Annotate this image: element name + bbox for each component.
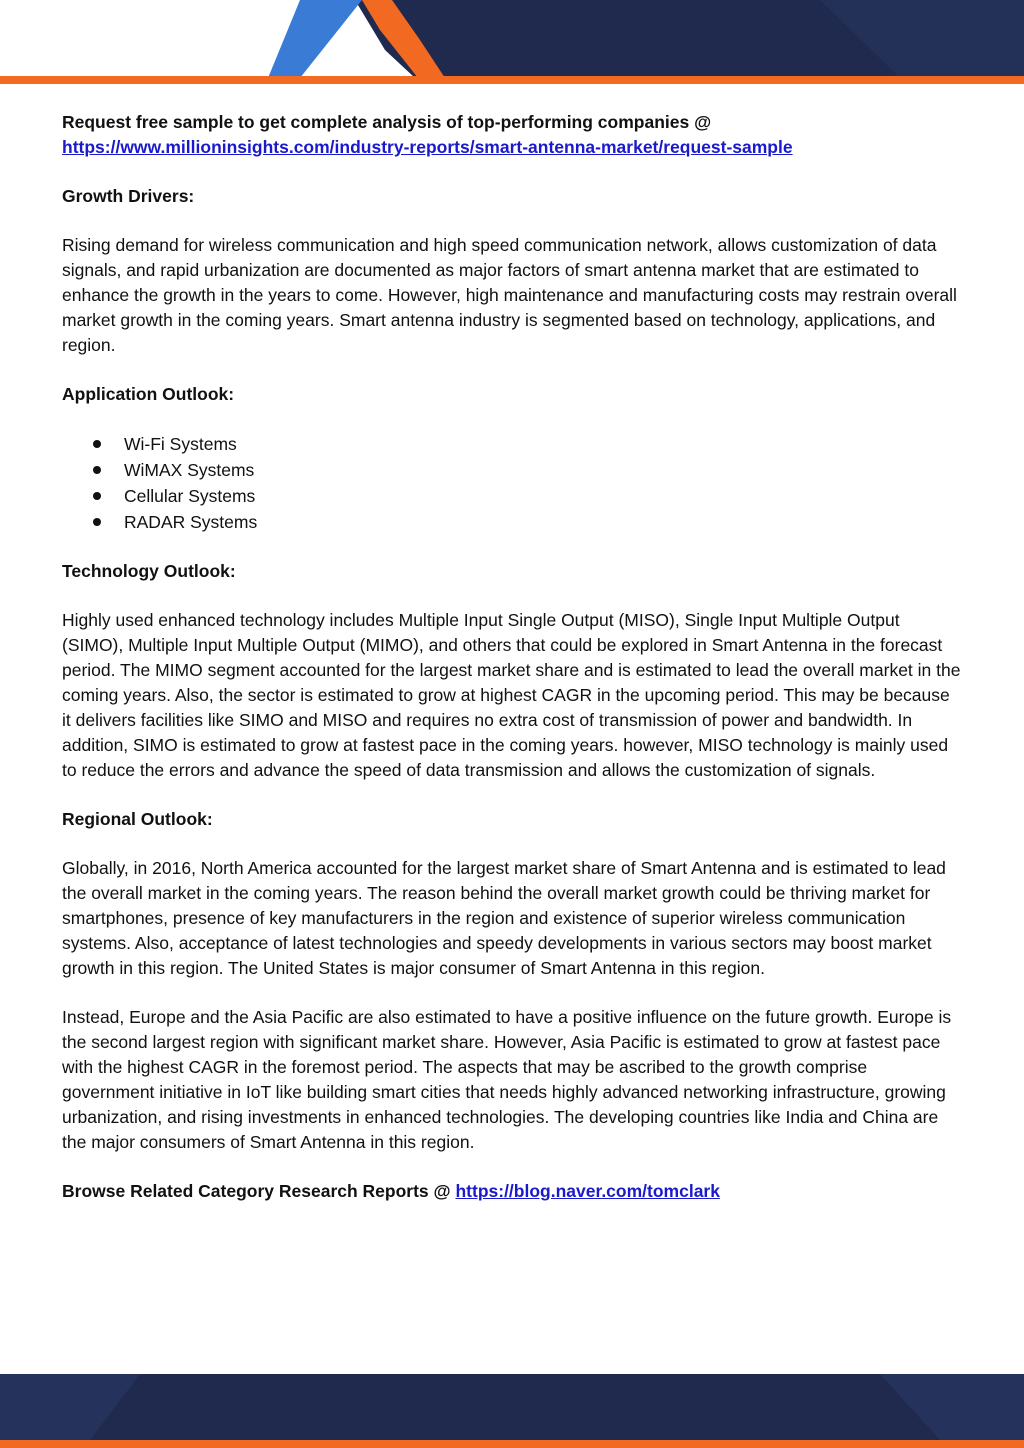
request-sample-lead: Request free sample to get complete analysis of top-performing companies @ [62,112,712,132]
header-banner [0,0,1024,86]
technology-outlook-heading: Technology Outlook: [62,561,236,581]
browse-related-lead: Browse Related Category Research Reports @ [62,1181,451,1201]
list-item [62,509,962,535]
regional-outlook-text-1: Globally, in 2016, North America accounted for the largest market share of Smart Antenna and is estimated to lead the overall market in the coming years. The reason behind the overall market growth could be thriving market for smartphones, presence of key manufacturers in the region and existence of superior wireless communication systems. Also, acceptance of latest technologies and speedy developments in various sectors may boost market growth in this region. The United States is major consumer of Smart Antenna in this region. [62,858,946,978]
bullet-icon [93,466,101,474]
browse-related-link[interactable]: https://blog.naver.com/tomclark [455,1181,720,1201]
bullet-icon [93,518,101,526]
application-list [62,431,962,535]
regional-outlook-text-2: Instead, Europe and the Asia Pacific are also estimated to have a positive influence on the future growth. Europe is the second largest region with significant market share. However, Asia Pacific is estimated to grow at fastest pace with the highest CAGR in the foremost period. The aspects that may be ascribed to the growth comprise government initiative in IoT like building smart cities that needs highly advanced networking infrastructure, growing urbanization, and rising investments in enhanced technologies. The developing countries like India and China are the major consumers of Smart Antenna in this region. [62,1007,952,1152]
footer-banner [0,1374,1024,1448]
list-item-label: RADAR Systems [124,512,258,532]
list-item [62,483,962,509]
list-item-label: WiMAX Systems [124,460,255,480]
list-item-label: Cellular Systems [124,486,256,506]
bullet-icon [93,440,101,448]
browse-related-block [62,1179,962,1204]
technology-outlook-text: Highly used enhanced technology includes Multiple Input Single Output (MISO), Single Input Multiple Output (SIMO), Multiple Input Multiple Output (MIMO), and others that could be explored in Smart Antenna in the forecast period. The MIMO segment accounted for the largest market share and is estimated to lead the overall market in the coming years. Also, the sector is estimated to grow at highest CAGR in the upcoming period. This may be because it delivers facilities like SIMO and MISO and requires no extra cost of transmission of power and bandwidth. In addition, SIMO is estimated to grow at fastest pace in the coming years. however, MISO technology is mainly used to reduce the errors and advance the speed of data transmission and allows the customization of signals. [62,610,961,780]
list-item [62,431,962,457]
request-sample-block [62,110,962,160]
regional-outlook-heading: Regional Outlook: [62,809,213,829]
request-sample-link[interactable]: https://www.millioninsights.com/industry-reports/smart-antenna-market/request-sample [62,137,793,157]
list-item [62,457,962,483]
document-body [62,110,962,1228]
growth-drivers-text: Rising demand for wireless communication and high speed communication network, allows customization of data signals, and rapid urbanization are documented as major factors of smart antenna market that are estimated to enhance the growth in the years to come. However, high maintenance and manufacturing costs may restrain overall market growth in the coming years. Smart antenna industry is segmented based on technology, applications, and region. [62,235,957,355]
bullet-icon [93,492,101,500]
growth-drivers-heading: Growth Drivers: [62,186,195,206]
application-outlook-heading: Application Outlook: [62,384,235,404]
list-item-label: Wi-Fi Systems [124,434,237,454]
